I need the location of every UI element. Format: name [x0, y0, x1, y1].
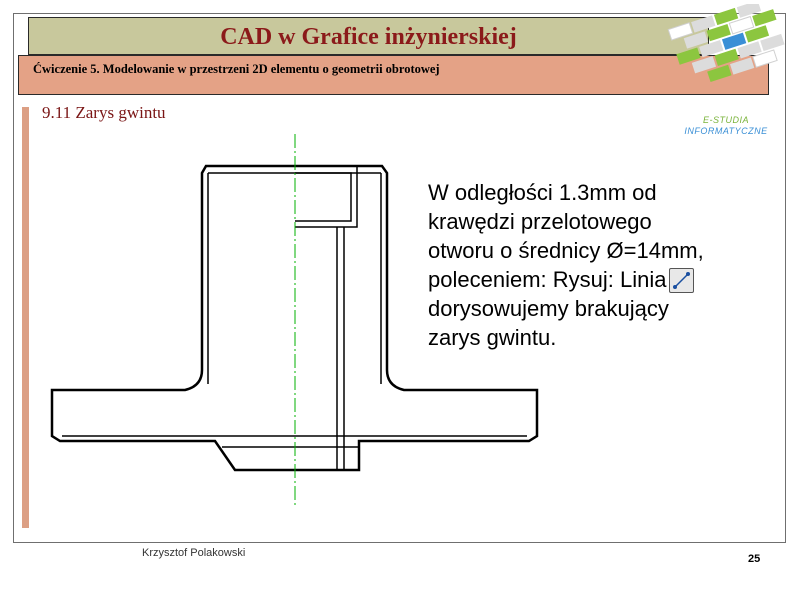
logo-text-line1: E-STUDIA: [702, 115, 749, 125]
instruction-line-4: poleceniem: Rysuj: Linia: [428, 267, 667, 292]
subtitle-bar: [18, 55, 769, 95]
instruction-line-6: zarys gwintu.: [428, 325, 557, 350]
footer-author: Krzysztof Polakowski: [142, 547, 246, 559]
instruction-line-4-wrap: [428, 265, 773, 294]
line-tool-glyph: [670, 269, 693, 292]
exercise-subtitle: Ćwiczenie 5. Modelowanie w przestrzeni 2D elementu o geometrii obrotowej: [33, 62, 440, 76]
line-tool-icon: [669, 268, 694, 293]
instruction-line-5: dorysowujemy brakujący: [428, 296, 669, 321]
instruction-line-2: krawędzi przelotowego: [428, 209, 652, 234]
counterbore-inner: [295, 173, 351, 221]
section-heading: 9.11 Zarys gwintu: [42, 103, 166, 122]
e-studia-logo: [665, 4, 790, 104]
instruction-text: [428, 178, 773, 352]
page-number: 25: [748, 553, 761, 565]
page-title: CAD w Grafice inżynierskiej: [220, 24, 517, 50]
accent-stripe: [22, 107, 29, 528]
instruction-line-1: W odległości 1.3mm od: [428, 180, 657, 205]
title-bar: [28, 17, 709, 55]
counterbore-outline: [295, 166, 357, 227]
instruction-line-3: otworu o średnicy Ø=14mm,: [428, 238, 704, 263]
logo-text-line2: INFORMATYCZNE: [684, 126, 768, 136]
